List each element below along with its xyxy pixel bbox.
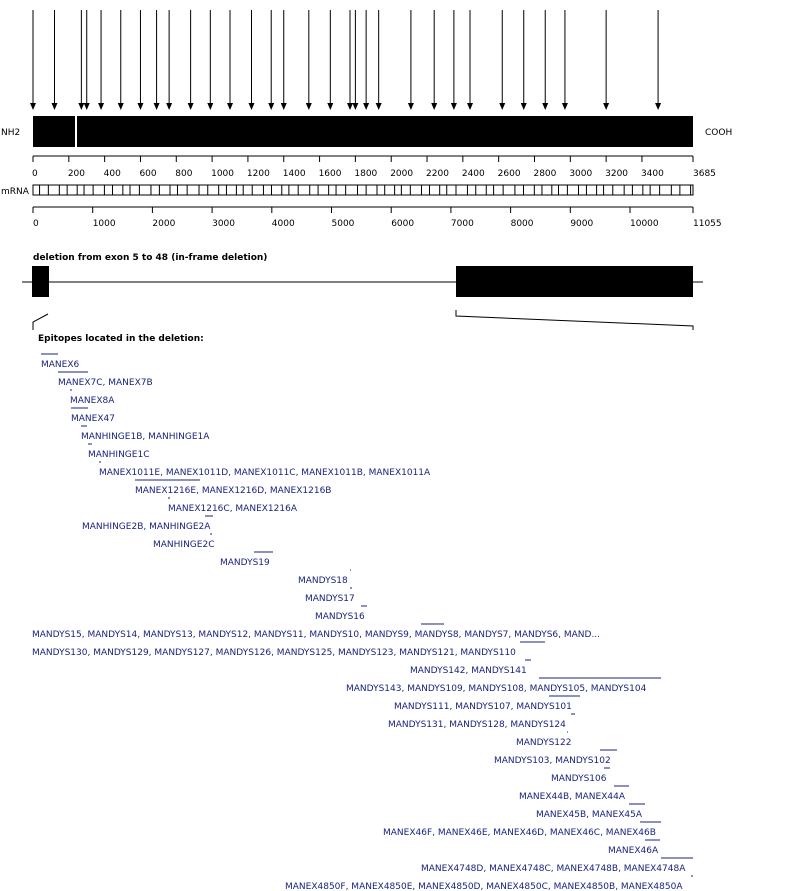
protein-bar bbox=[33, 116, 693, 147]
mrna-tick-label: 5000 bbox=[331, 219, 355, 229]
epitope-arrowhead bbox=[542, 103, 548, 110]
deletion-title: deletion from exon 5 to 48 (in-frame deletion) bbox=[33, 253, 268, 263]
protein-tick-label: 2400 bbox=[461, 169, 485, 179]
epitope-row: MANDYS17 bbox=[305, 594, 355, 604]
mrna-tick-label: 3000 bbox=[212, 219, 236, 229]
epitope-arrowhead bbox=[655, 103, 661, 110]
mrna-track bbox=[33, 185, 693, 195]
epitope-row: MANDYS19 bbox=[220, 558, 270, 568]
epitope-arrowhead bbox=[249, 103, 255, 110]
epitope-row: MANDYS130, MANDYS129, MANDYS127, MANDYS126, MANDYS125, MANDYS123, MANDYS121, MANDYS110 bbox=[32, 648, 516, 658]
epitope-row: MANEX1011E, MANEX1011D, MANEX1011C, MANEX1011B, MANEX1011A bbox=[99, 468, 431, 478]
protein-tick-label: 400 bbox=[103, 169, 121, 179]
epitope-arrowhead bbox=[51, 103, 57, 110]
protein-tick-label: 2200 bbox=[426, 169, 449, 179]
mrna-tick-label: 10000 bbox=[630, 219, 659, 229]
mrna-label: mRNA bbox=[1, 187, 29, 197]
epitope-arrowhead bbox=[137, 103, 143, 110]
epitope-arrowhead bbox=[521, 103, 527, 110]
mrna-tick-label: 9000 bbox=[570, 219, 594, 229]
epitope-arrowhead bbox=[78, 103, 84, 110]
epitope-row: MANEX47 bbox=[71, 414, 115, 424]
epitopes-title: Epitopes located in the deletion: bbox=[38, 334, 204, 344]
epitope-row: MANEX4748D, MANEX4748C, MANEX4748B, MANEX4748A bbox=[421, 864, 686, 874]
epitope-arrowhead bbox=[227, 103, 233, 110]
epitope-arrowhead bbox=[451, 103, 457, 110]
zoom-bracket-right bbox=[456, 310, 693, 330]
epitope-arrowhead bbox=[352, 103, 358, 110]
epitope-arrowhead bbox=[562, 103, 568, 110]
epitope-arrowhead bbox=[188, 103, 194, 110]
epitope-arrowhead bbox=[84, 103, 90, 110]
zoom-bracket-left bbox=[33, 314, 48, 330]
protein-tick-label: 3685 bbox=[693, 169, 716, 179]
epitope-row: MANDYS15, MANDYS14, MANDYS13, MANDYS12, MANDYS11, MANDYS10, MANDYS9, MANDYS8, MANDYS7, MANDYS6, MAND... bbox=[32, 630, 601, 640]
mrna-tick-label: 2000 bbox=[152, 219, 176, 229]
epitope-arrowhead bbox=[306, 103, 312, 110]
epitope-row: MANDYS131, MANDYS128, MANDYS124 bbox=[388, 720, 566, 730]
epitope-row: MANEX46F, MANEX46E, MANEX46D, MANEX46C, MANEX46B bbox=[383, 828, 656, 838]
epitope-arrowhead bbox=[376, 103, 382, 110]
epitope-arrowhead bbox=[166, 103, 172, 110]
epitope-row: MANHINGE2B, MANHINGE2A bbox=[82, 522, 211, 532]
protein-tick-label: 0 bbox=[32, 169, 38, 179]
epitope-row: MANDYS103, MANDYS102 bbox=[494, 756, 611, 766]
mrna-tick-label: 0 bbox=[33, 219, 39, 229]
epitope-arrowhead bbox=[431, 103, 437, 110]
epitope-row: MANEX1216E, MANEX1216D, MANEX1216B bbox=[135, 486, 332, 496]
deletion-retained-start bbox=[32, 266, 49, 297]
protein-tick-label: 1000 bbox=[211, 169, 235, 179]
epitope-row: MANDYS142, MANDYS141 bbox=[410, 666, 527, 676]
epitope-row: MANEX8A bbox=[70, 396, 115, 406]
epitope-row: MANEX1216C, MANEX1216A bbox=[168, 504, 297, 514]
epitope-arrowhead bbox=[154, 103, 160, 110]
epitope-row: MANDYS106 bbox=[551, 774, 607, 784]
protein-tick-label: 2000 bbox=[390, 169, 414, 179]
protein-tick-label: 3200 bbox=[605, 169, 629, 179]
epitope-row: MANEX44B, MANEX44A bbox=[519, 792, 625, 802]
nh2-label: NH2 bbox=[1, 128, 21, 138]
epitope-row: MANDYS122 bbox=[516, 738, 572, 748]
epitope-row: MANEX6 bbox=[41, 360, 80, 370]
protein-tick-label: 1600 bbox=[318, 169, 342, 179]
protein-tick-label: 1200 bbox=[246, 169, 270, 179]
cooh-label: COOH bbox=[705, 128, 733, 138]
epitope-arrowhead bbox=[30, 103, 36, 110]
epitope-row: MANEX45B, MANEX45A bbox=[536, 810, 642, 820]
epitope-row: MANHINGE2C bbox=[153, 540, 215, 550]
mrna-tick-label: 4000 bbox=[271, 219, 295, 229]
epitope-arrowhead bbox=[268, 103, 274, 110]
epitope-arrowhead bbox=[327, 103, 333, 110]
epitope-row: MANDYS111, MANDYS107, MANDYS101 bbox=[394, 702, 572, 712]
mrna-tick-label: 7000 bbox=[450, 219, 474, 229]
protein-tick-label: 1400 bbox=[282, 169, 306, 179]
epitope-row: MANEX4850F, MANEX4850E, MANEX4850D, MANEX4850C, MANEX4850B, MANEX4850A bbox=[285, 882, 683, 891]
epitope-list bbox=[32, 354, 693, 891]
epitope-arrowhead bbox=[281, 103, 287, 110]
epitope-row: MANEX46A bbox=[608, 846, 659, 856]
protein-tick-label: 3400 bbox=[640, 169, 664, 179]
mrna-tick-label: 1000 bbox=[92, 219, 116, 229]
protein-tick-label: 2600 bbox=[497, 169, 521, 179]
protein-tick-label: 600 bbox=[139, 169, 157, 179]
epitope-arrowhead bbox=[499, 103, 505, 110]
epitope-arrowhead bbox=[98, 103, 104, 110]
epitope-row: MANDYS143, MANDYS109, MANDYS108, MANDYS105, MANDYS104 bbox=[346, 684, 647, 694]
epitope-arrowhead bbox=[347, 103, 353, 110]
epitope-row: MANEX7C, MANEX7B bbox=[58, 378, 153, 388]
epitope-row: MANDYS18 bbox=[298, 576, 348, 586]
protein-tick-label: 1800 bbox=[354, 169, 378, 179]
protein-ruler-ticks bbox=[32, 156, 716, 179]
protein-tick-label: 2800 bbox=[533, 169, 557, 179]
epitope-arrowhead bbox=[363, 103, 369, 110]
mrna-ruler-ticks bbox=[33, 207, 722, 229]
epitope-row: MANHINGE1B, MANHINGE1A bbox=[81, 432, 210, 442]
epitope-arrowhead bbox=[467, 103, 473, 110]
epitope-arrowhead bbox=[118, 103, 124, 110]
epitope-arrowhead bbox=[603, 103, 609, 110]
epitope-row: MANDYS16 bbox=[315, 612, 365, 622]
mrna-tick-label: 6000 bbox=[391, 219, 415, 229]
epitope-arrowhead bbox=[207, 103, 213, 110]
protein-tick-label: 800 bbox=[175, 169, 193, 179]
epitope-arrows bbox=[30, 10, 661, 110]
protein-bar-gap bbox=[75, 116, 77, 147]
mrna-tick-label: 8000 bbox=[510, 219, 534, 229]
protein-tick-label: 200 bbox=[67, 169, 86, 179]
protein-tick-label: 3000 bbox=[569, 169, 593, 179]
mrna-tick-label: 11055 bbox=[693, 219, 722, 229]
epitope-arrowhead bbox=[408, 103, 414, 110]
epitope-row: MANHINGE1C bbox=[88, 450, 150, 460]
deletion-retained-end bbox=[456, 266, 693, 297]
